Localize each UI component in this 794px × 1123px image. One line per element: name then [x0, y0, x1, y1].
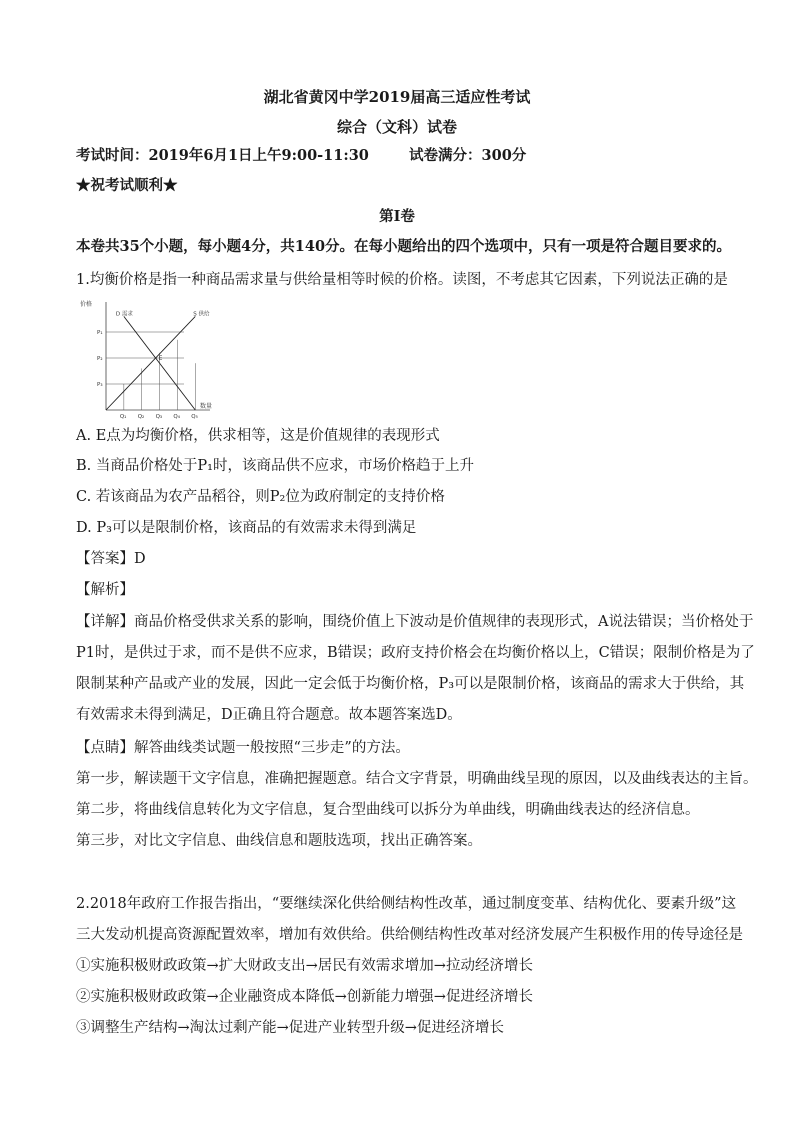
q1-analysis-label: 【解析】 — [76, 582, 134, 598]
chart-series — [106, 316, 195, 410]
x-tick-label: Q₁ — [119, 414, 127, 420]
x-tick-label: Q₅ — [191, 414, 198, 420]
series-label: S 供给 — [193, 311, 210, 318]
chart-guides — [106, 332, 195, 410]
x-tick-label: Q₃ — [155, 414, 163, 420]
series-label: D 需求 — [115, 311, 133, 318]
instructions: 本卷共35个小题，每小题4分，共140分。在每小题给出的四个选项中，只有一项是符合题目要求的。 — [76, 238, 732, 255]
q1-detail-line: 有效需求未得到满足，D正确且符合题意。故本题答案选D。 — [76, 707, 462, 723]
q1-detail-line: 限制某种产品或产业的发展，因此一定会低于均衡价格，P₃可以是限制价格，该商品的需求大于供给，其 — [76, 676, 745, 692]
chart-labels — [80, 300, 212, 420]
q1-tip-line: 第一步，解读题干文字信息，准确把握题意。结合文字背景，明确曲线呈现的原因，以及曲线表达的主旨。 — [76, 771, 758, 787]
exam-wish: ★祝考试顺利★ — [76, 177, 178, 194]
y-tick-label: P₃ — [97, 382, 103, 388]
y-tick-label: P₁ — [97, 330, 103, 336]
q1-option-c: C. 若该商品为农产品稻谷，则P₂位为政府制定的支持价格 — [76, 489, 445, 505]
volume-heading: 第Ⅰ卷 — [379, 208, 415, 225]
q1-detail-line: P1时，是供过于求，而不是供不应求，B错误；政府支持价格会在均衡价格以上，C错误；限制价格是为了 — [76, 645, 755, 661]
q1-detail-line: 【详解】商品价格受供求关系的影响，围绕价值上下波动是价值规律的表现形式，A说法错误；当价格处于 — [76, 614, 754, 630]
q1-option-a: A. E点为均衡价格，供求相等，这是价值规律的表现形式 — [76, 428, 440, 444]
y-tick-label: P₂ — [97, 356, 103, 362]
supply-demand-chart — [76, 296, 216, 422]
full-score: 试卷满分：300分 — [409, 147, 527, 164]
x-axis-label: 数量 — [200, 403, 213, 410]
x-tick-label: Q₂ — [137, 414, 145, 420]
exam-info — [76, 146, 730, 166]
x-tick-label: Q₄ — [173, 414, 180, 420]
q1-stem: 1.均衡价格是指一种商品需求量与供给量相等时候的价格。读图，不考虑其它因素，下列说法正确的是 — [76, 272, 728, 288]
series-line — [106, 316, 195, 410]
paper-subtitle: 综合（文科）试卷 — [336, 118, 457, 136]
exam-time: 考试时间：2019年6月1日上午9:00-11:30 — [76, 147, 369, 164]
equilibrium-point-label: E — [158, 355, 163, 362]
q2-path-3: ③调整生产结构→淘汰过剩产能→促进产业转型升级→促进经济增长 — [76, 1020, 504, 1036]
q1-answer: 【答案】D — [76, 551, 146, 567]
q1-tip-line: 第二步，将曲线信息转化为文字信息，复合型曲线可以拆分为单曲线，明确曲线表达的经济信息。 — [76, 802, 700, 818]
q2-path-1: ①实施积极财政政策→扩大财政支出→居民有效需求增加→拉动经济增长 — [76, 958, 533, 974]
q2-stem-line: 2.2018年政府工作报告指出，“要继续深化供给侧结构性改革，通过制度变革、结构优化、要素升级”这 — [76, 896, 737, 912]
q2-path-2: ②实施积极财政政策→企业融资成本降低→创新能力增强→促进经济增长 — [76, 989, 533, 1005]
y-axis-label: 价格 — [80, 301, 93, 308]
q1-option-d: D. P₃可以是限制价格，该商品的有效需求未得到满足 — [76, 520, 417, 536]
q1-tip-line: 第三步，对比文字信息、曲线信息和题肢选项，找出正确答案。 — [76, 833, 482, 849]
q1-tip-line: 【点睛】解答曲线类试题一般按照“三步走”的方法。 — [76, 740, 410, 756]
q2-stem-line: 三大发动机提高资源配置效率，增加有效供给。供给侧结构性改革对经济发展产生积极作用的传导途径是 — [76, 927, 743, 943]
q1-option-b: B. 当商品价格处于P₁时，该商品供不应求，市场价格趋于上升 — [76, 458, 474, 474]
exam-title: 湖北省黄冈中学2019届高三适应性考试 — [263, 88, 531, 106]
